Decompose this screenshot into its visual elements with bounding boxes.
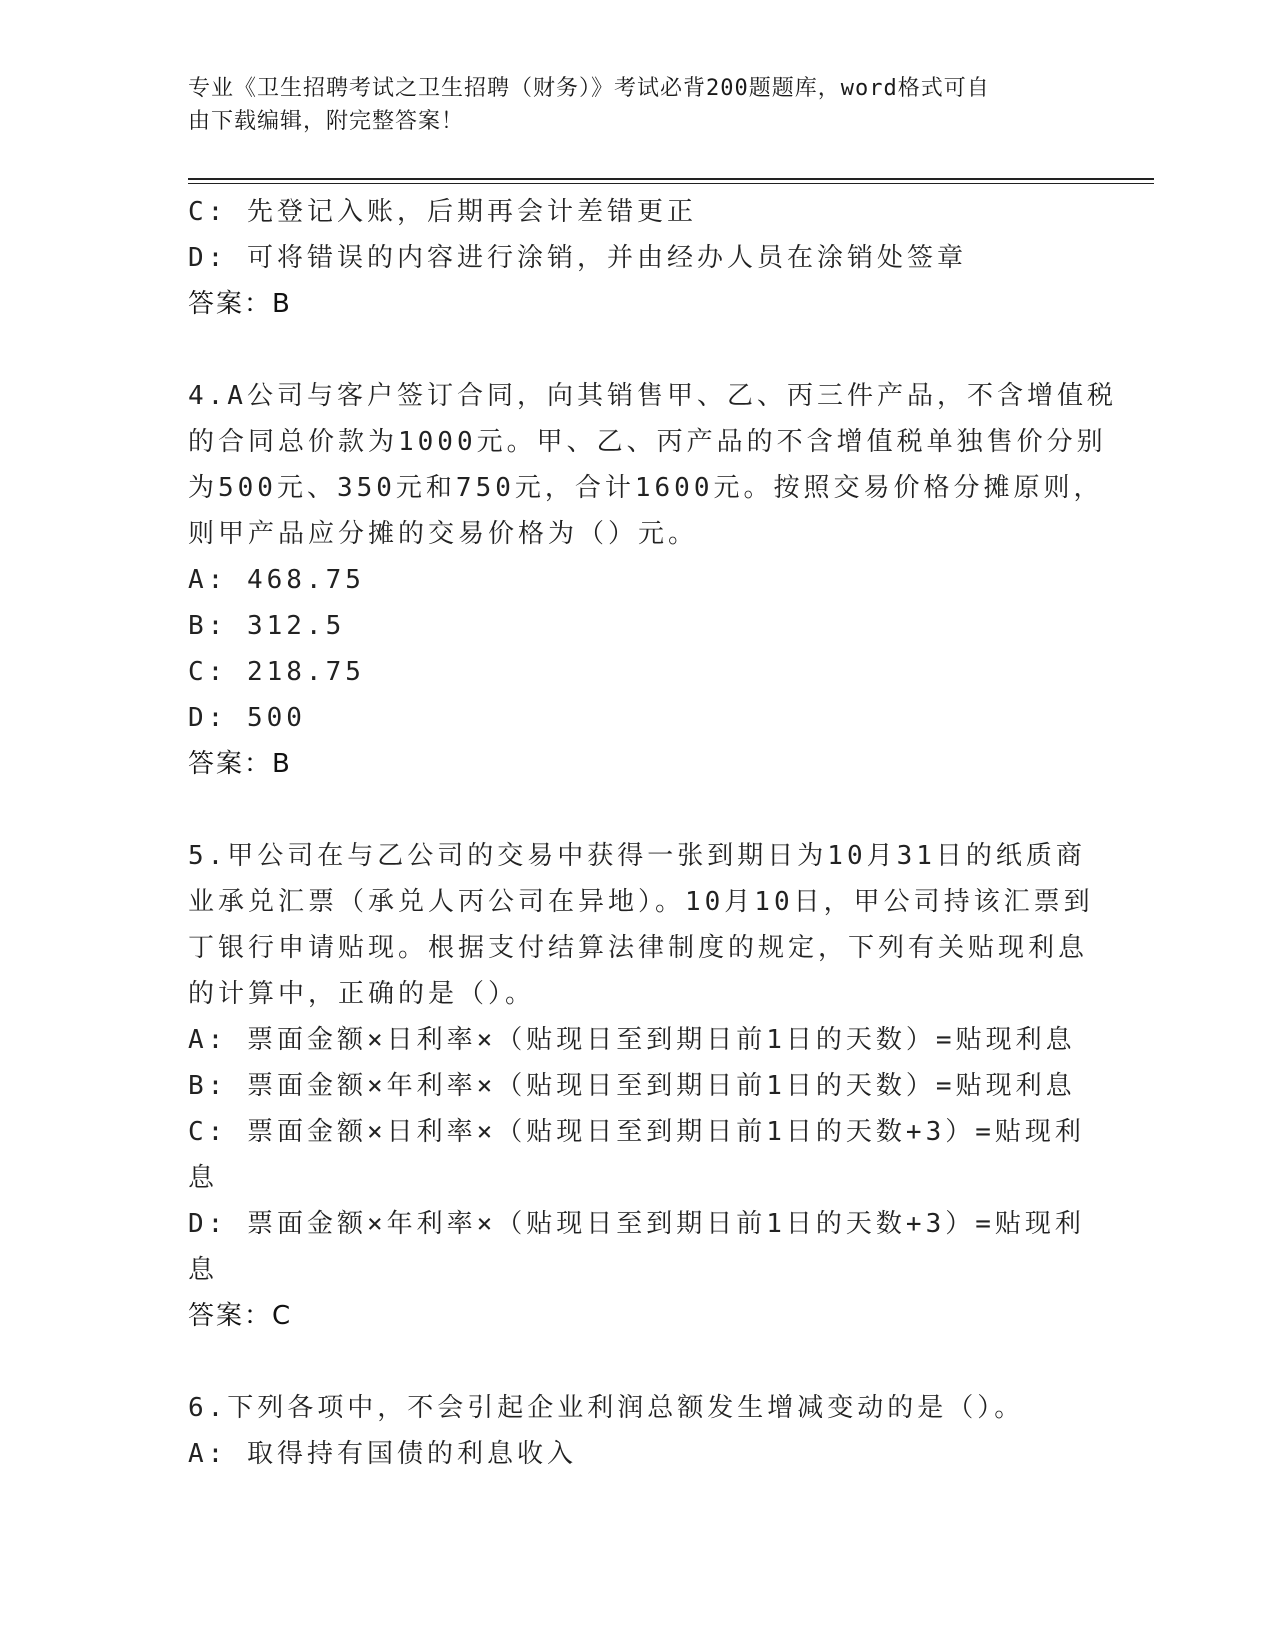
header-title-line-2: 由下载编辑，附完整答案！ — [188, 109, 465, 134]
q5-option-c-line-2: 息 — [188, 1163, 219, 1193]
q3-option-c: C: 先登记入账，后期再会计差错更正 — [188, 197, 697, 227]
q4-stem-line-3: 为500元、350元和750元，合计1600元。按照交易价格分摊原则， — [188, 473, 1104, 503]
q5-stem-line-3: 丁银行申请贴现。根据支付结算法律制度的规定，下列有关贴现利息 — [188, 933, 1089, 963]
q5-option-b: B: 票面金额×年利率×（贴现日至到期日前1日的天数）=贴现利息 — [188, 1071, 1076, 1101]
header-divider-thick — [188, 178, 1154, 180]
q4-stem-line-2: 的合同总价款为1000元。甲、乙、丙产品的不含增值税单独售价分别 — [188, 427, 1107, 457]
q3-answer: 答案：B — [188, 289, 292, 319]
q5-stem-line-2: 业承兑汇票（承兑人丙公司在异地）。10月10日，甲公司持该汇票到 — [188, 887, 1094, 917]
q5-option-d-line-2: 息 — [188, 1255, 219, 1285]
q5-option-d-line-1: D: 票面金额×年利率×（贴现日至到期日前1日的天数+3）=贴现利 — [188, 1209, 1085, 1239]
q5-answer: 答案：C — [188, 1301, 293, 1331]
question-content — [188, 189, 1117, 1477]
spacer — [188, 327, 1088, 373]
q4-option-c: C: 218.75 — [188, 657, 365, 687]
spacer — [188, 787, 1088, 833]
header-title-line-1: 专业《卫生招聘考试之卫生招聘（财务）》考试必背200题题库，word格式可自 — [188, 76, 990, 101]
q6-stem: 6.下列各项中，不会引起企业利润总额发生增减变动的是（）。 — [188, 1393, 1025, 1423]
q6-option-a: A: 取得持有国债的利息收入 — [188, 1439, 577, 1469]
document-header — [188, 72, 1068, 138]
q4-stem-line-4: 则甲产品应分摊的交易价格为（）元。 — [188, 519, 699, 549]
spacer — [188, 1339, 1088, 1385]
q4-answer: 答案：B — [188, 749, 292, 779]
q4-option-a: A: 468.75 — [188, 565, 365, 595]
q3-option-d: D: 可将错误的内容进行涂销，并由经办人员在涂销处签章 — [188, 243, 967, 273]
header-divider-thin — [188, 183, 1154, 184]
q5-option-a: A: 票面金额×日利率×（贴现日至到期日前1日的天数）=贴现利息 — [188, 1025, 1076, 1055]
q4-stem-line-1: 4.A公司与客户签订合同，向其销售甲、乙、丙三件产品，不含增值税 — [188, 381, 1117, 411]
q5-stem-line-1: 5.甲公司在与乙公司的交易中获得一张到期日为10月31日的纸质商 — [188, 841, 1086, 871]
q4-option-d: D: 500 — [188, 703, 306, 733]
q4-option-b: B: 312.5 — [188, 611, 346, 641]
q5-stem-line-4: 的计算中，正确的是（）。 — [188, 979, 536, 1009]
q5-option-c-line-1: C: 票面金额×日利率×（贴现日至到期日前1日的天数+3）=贴现利 — [188, 1117, 1085, 1147]
